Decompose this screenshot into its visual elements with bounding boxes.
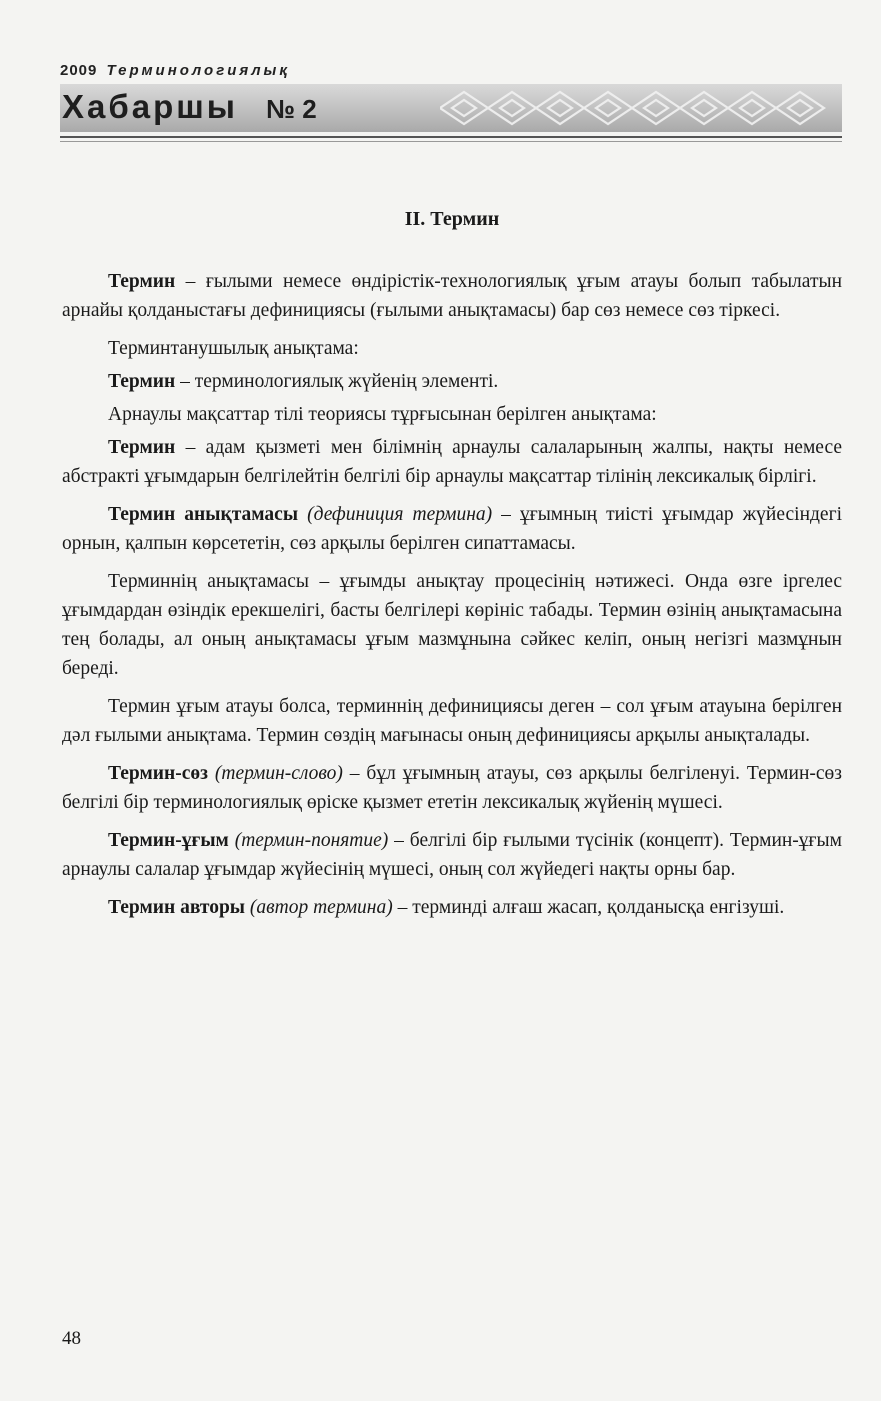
paragraph — [62, 759, 842, 817]
header-series-line — [60, 62, 842, 79]
definition-text: – терминді алғаш жасап, қолданысқа енгізуші. — [392, 897, 785, 918]
definition-text: – терминологиялық жүйенің элементі. — [175, 371, 499, 392]
paragraph — [62, 433, 842, 491]
term: Термин — [108, 371, 176, 392]
paragraph — [62, 367, 842, 396]
paragraph — [62, 826, 842, 884]
header-series: Терминологиялық — [106, 62, 290, 79]
term: Термин анықтамасы — [108, 504, 299, 525]
definition-text: Терминтанушылық анықтама: — [108, 338, 359, 359]
term: Термин-ұғым — [108, 830, 229, 851]
section-title: II. Термин — [404, 208, 500, 230]
definition-text: Терминнің анықтамасы – ұғымды анықтау процесінің нәтижесі. Онда өзге іргелес ұғымдардан өзіндік ерекшелігі, басты белгілері көрініс табады. Термин өзінің анықтамасына тең болады, ал оның анықтамасы ұғым мазмұнына сәйкес келіп, оның негізгі мазмұнын береді. — [62, 571, 842, 679]
definition-text: – ғылыми немесе өндірістік-технологиялық ұғым атауы болып табылатын арнайы қолданыстағы дефинициясы (ғылыми анықтамасы) бар сөз немесе сөз тіркесі. — [62, 271, 842, 321]
definition-text: Арнаулы мақсаттар тілі теориясы тұрғысынан берілген анықтама: — [108, 404, 657, 425]
header-year: 2009 — [60, 62, 98, 79]
definition-text: – бұл ұғымның атауы, сөз арқылы белгіленуі. Термин-сөз белгілі бір терминологиялық өріске қызмет ететін лексикалық жүйенің мүшесі. — [62, 763, 842, 813]
paragraph — [62, 267, 842, 325]
header-rule — [60, 136, 842, 138]
definition-text: – адам қызметі мен білімнің арнаулы салаларының жалпы, нақты немесе абстракті ұғымдарын белгілейтін белгілі бір арнаулы мақсаттар тілінің лексикалық бірлігі. — [62, 437, 842, 487]
journal-header — [60, 62, 842, 152]
header-title: Хабаршы — [62, 88, 238, 125]
header-issue: № 2 — [266, 94, 317, 124]
definition-text: – белгілі бір ғылыми түсінік (концепт). Термин-ұғым арнаулы салалар ұғымдар жүйесінің мүшесі, оның сол жүйедегі нақты орны бар. — [62, 830, 842, 880]
definition-text: – ұғымның тиісті ұғымдар жүйесіндегі орнын, қалпын көрсететін, сөз арқылы берілген сипаттамасы. — [62, 504, 843, 554]
header-rule-thin — [60, 141, 842, 142]
page-body — [62, 208, 842, 931]
term: Термин авторы — [108, 897, 246, 918]
term-russian: (дефиниция термина) — [298, 504, 493, 525]
ornament-icon — [440, 84, 842, 132]
term-russian: (термин-понятие) — [228, 830, 389, 851]
definition-text: Термин ұғым атауы болса, терминнің дефинициясы деген – сол ұғым атауына берілген дәл ғылыми анықтама. Термин сөздің мағынасы оның дефинициясы арқылы анықталады. — [62, 696, 842, 746]
paragraph — [62, 400, 842, 429]
paragraph — [62, 692, 842, 750]
paragraph — [62, 567, 842, 683]
term: Термин-сөз — [108, 763, 208, 784]
paragraph — [62, 500, 842, 558]
term: Термин — [108, 437, 176, 458]
term-russian: (автор термина) — [245, 897, 393, 918]
paragraph — [62, 893, 842, 922]
term: Термин — [108, 271, 176, 292]
term-russian: (термин-слово) — [207, 763, 343, 784]
page-number: 48 — [62, 1328, 81, 1349]
paragraph — [62, 334, 842, 363]
